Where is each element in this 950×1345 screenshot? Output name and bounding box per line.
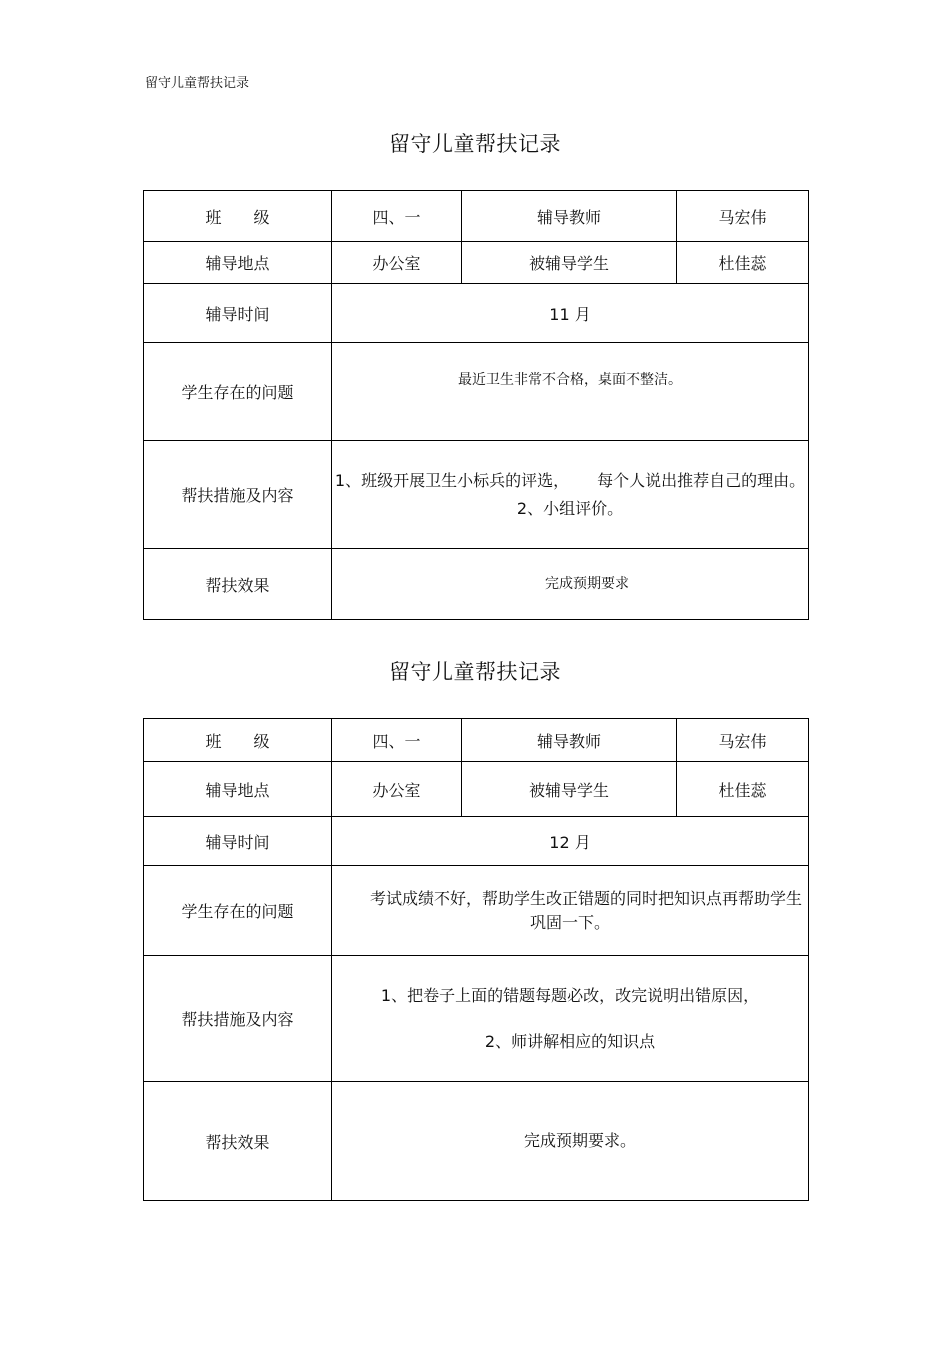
effect-cell bbox=[332, 549, 809, 620]
measures-cell bbox=[332, 441, 809, 549]
teacher-label: 辅导教师 bbox=[462, 719, 677, 762]
time-label: 辅导时间 bbox=[144, 817, 332, 866]
student-value: 杜佳蕊 bbox=[677, 762, 809, 817]
problem-label: 学生存在的问题 bbox=[144, 866, 332, 956]
table-row bbox=[144, 866, 809, 956]
effect-cell bbox=[332, 1082, 809, 1201]
student-label: 被辅导学生 bbox=[462, 762, 677, 817]
record-title: 留守儿童帮扶记录 bbox=[389, 660, 561, 684]
table-row bbox=[144, 549, 809, 620]
table-row bbox=[144, 343, 809, 441]
table-row bbox=[144, 1082, 809, 1201]
table-row bbox=[144, 956, 809, 1082]
measure-item: 2、师讲解相应的知识点 bbox=[484, 1031, 656, 1051]
problem-label: 学生存在的问题 bbox=[144, 343, 332, 441]
class-value: 四、一 bbox=[332, 719, 462, 762]
teacher-value: 马宏伟 bbox=[677, 191, 809, 242]
time-value: 11 月 bbox=[332, 284, 809, 343]
table-row bbox=[144, 284, 809, 343]
record-title: 留守儿童帮扶记录 bbox=[389, 132, 561, 156]
measures-label: 帮扶措施及内容 bbox=[144, 441, 332, 549]
effect-label: 帮扶效果 bbox=[144, 549, 332, 620]
table-row bbox=[144, 441, 809, 549]
measures-cell bbox=[332, 956, 809, 1082]
problem-cell bbox=[332, 866, 809, 956]
teacher-label: 辅导教师 bbox=[462, 191, 677, 242]
problem-text: 考试成绩不好，帮助学生改正错题的同时把知识点再帮助学生巩固一下。 bbox=[369, 888, 802, 932]
problem-text: 最近卫生非常不合格，桌面不整洁。 bbox=[458, 371, 682, 388]
location-value: 办公室 bbox=[332, 762, 462, 817]
table-row bbox=[144, 242, 809, 284]
class-label: 班 级 bbox=[144, 191, 332, 242]
record-table bbox=[143, 190, 809, 620]
class-label: 班 级 bbox=[144, 719, 332, 762]
measure-item: 2、小组评价。 bbox=[516, 498, 624, 518]
location-label: 辅导地点 bbox=[144, 762, 332, 817]
class-value: 四、一 bbox=[332, 191, 462, 242]
effect-text: 完成预期要求。 bbox=[523, 1131, 636, 1150]
time-label: 辅导时间 bbox=[144, 284, 332, 343]
measure-item: 1、把卷子上面的错题每题必改，改完说明出错原因， bbox=[380, 985, 760, 1005]
effect-label: 帮扶效果 bbox=[144, 1082, 332, 1201]
page-header: 留守儿童帮扶记录 bbox=[145, 76, 250, 91]
table-row bbox=[144, 817, 809, 866]
record-table bbox=[143, 718, 809, 1201]
location-label: 辅导地点 bbox=[144, 242, 332, 284]
measure-item: 每个人说出推荐自己的理由。 bbox=[597, 470, 806, 490]
table-row bbox=[144, 719, 809, 762]
table-row bbox=[144, 191, 809, 242]
measure-item: 1、班级开展卫生小标兵的评选， bbox=[334, 470, 570, 490]
time-value: 12 月 bbox=[332, 817, 809, 866]
teacher-value: 马宏伟 bbox=[677, 719, 809, 762]
problem-cell bbox=[332, 343, 809, 441]
student-value: 杜佳蕊 bbox=[677, 242, 809, 284]
location-value: 办公室 bbox=[332, 242, 462, 284]
effect-text: 完成预期要求 bbox=[545, 576, 629, 592]
student-label: 被辅导学生 bbox=[462, 242, 677, 284]
measures-label: 帮扶措施及内容 bbox=[144, 956, 332, 1082]
table-row bbox=[144, 762, 809, 817]
